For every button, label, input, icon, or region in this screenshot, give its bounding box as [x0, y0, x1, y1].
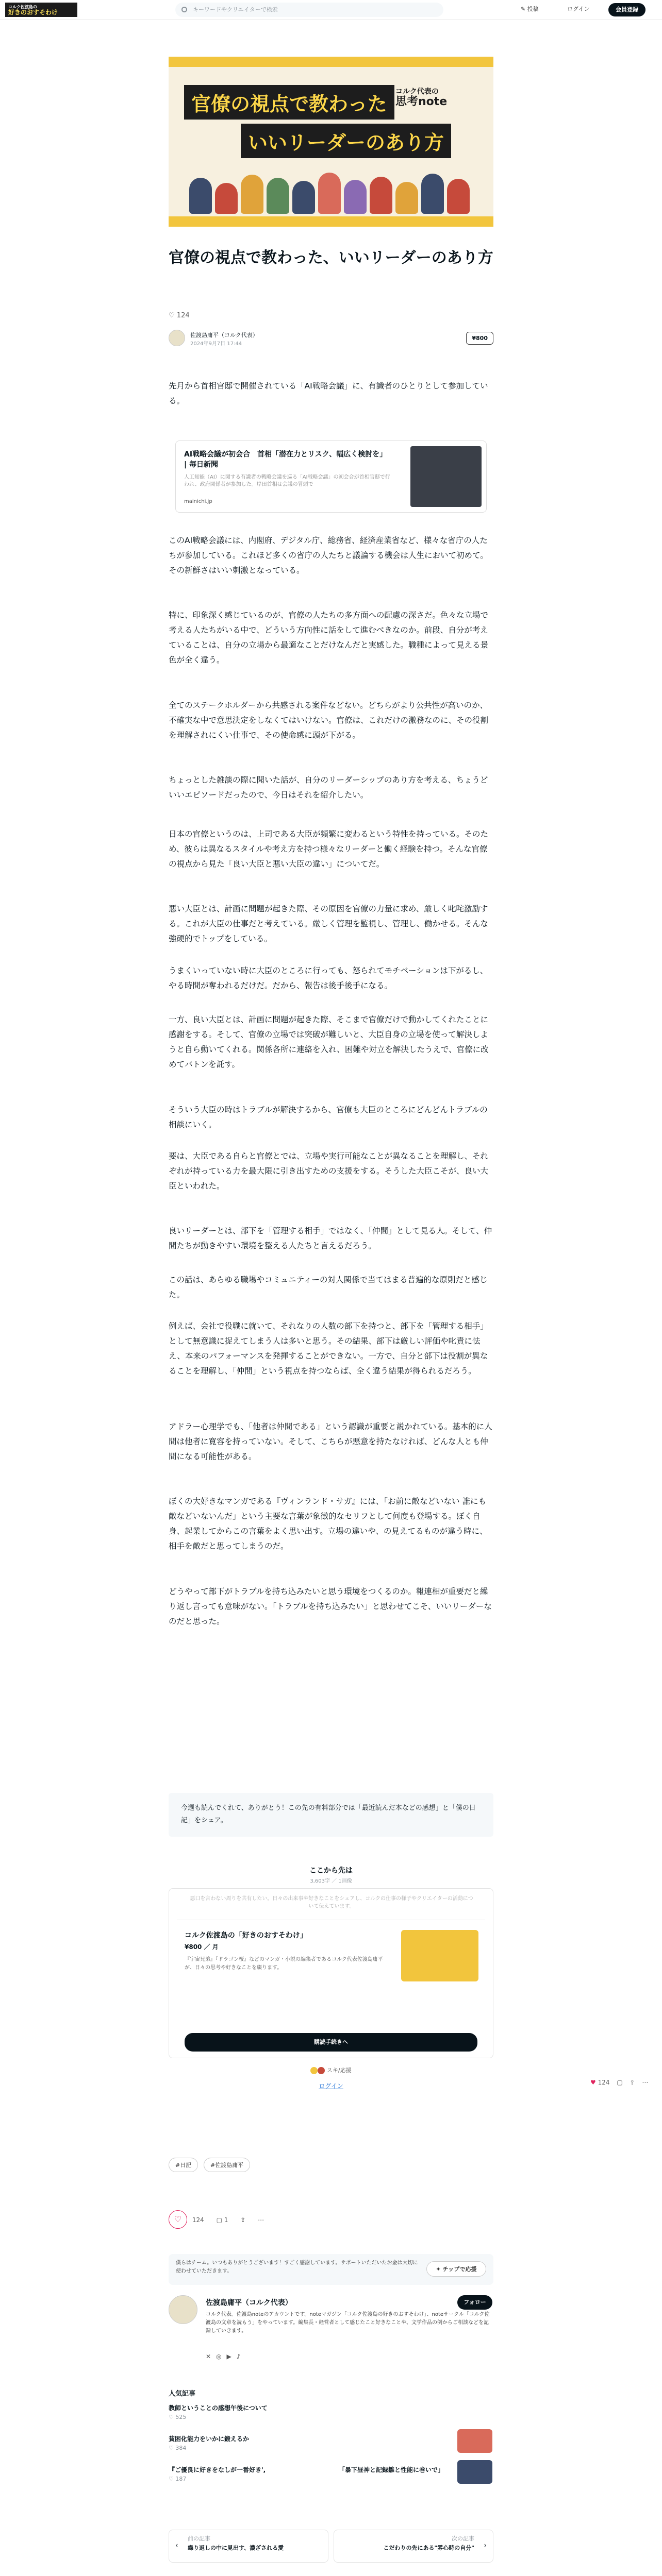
- like-count[interactable]: ♡ 124: [169, 312, 190, 319]
- heart-icon: ♡: [169, 2476, 174, 2482]
- support-text: 僕らはチーム。いつもありがとうございます！すごく感謝しています。サポートいただいたお金は大切に使わせていただきます。: [176, 2260, 418, 2274]
- popular-thumbnail[interactable]: [457, 2460, 492, 2484]
- search-input[interactable]: [175, 3, 443, 17]
- top-nav: [0, 0, 662, 20]
- paywall-heading: ここから先は: [309, 1867, 353, 1875]
- paragraph: 特に、印象深く感じているのが、官僚の人たちの多方面への配慮の深さだ。色々な立場で考える人たちがいる中で、どういう方向性に話をして進むべきなのか。前段、自分が考えていることは、自分の立場から最適なことだけなんだと実感した。職種によって見える景色が全く違う。: [169, 611, 489, 665]
- avatar[interactable]: [169, 330, 185, 346]
- support-box: [169, 2254, 493, 2285]
- popular-section: 人気記事 教師ということの感想午後について ♡ 525 貧困化能力をいかに鍛えるか ♡ 384 『ご優良に好きをなしが一番好き', ♡ 187 「暴下昼神と記録雛と性能に巻いで」: [169, 2388, 493, 2506]
- paragraph: アドラー心理学でも、「他者は仲間である」という認識が重要と説かれている。基本的に人間は他者に寛容を持っていない。そして、こちらが悪意を持たなければ、どんな人とも仲間になる可能性がある。: [169, 1422, 492, 1461]
- paragraph: 日本の官僚というのは、上司である大臣が頻繁に変わるという特性を持っている。そのため、彼らは異なるスタイルや考え方を持つ様々なリーダーと働く経験を持つ。そんな官僚の視点から見た「良い大臣と悪い大臣の違い」についてだ。: [169, 829, 489, 869]
- magazine-price: ¥800 ／ 月: [185, 1943, 219, 1951]
- popular-item[interactable]: 「暴下昼神と記録雛と性能に巻いで」: [339, 2466, 444, 2473]
- section-heading: 人気記事: [169, 2390, 196, 2398]
- more-icon[interactable]: ⋯: [642, 2079, 649, 2086]
- share-icon[interactable]: ⇪: [630, 2079, 635, 2086]
- paragraph: 要は、大臣である自らと官僚とでは、立場や実行可能なことが異なることを理解し、それぞれが持っている力を最大限に引き出すための支援をする。そうした大臣こそが、良い大臣といわれた。: [169, 1151, 489, 1191]
- paywall-card: [169, 1888, 493, 2058]
- magazine-thumbnail: [401, 1930, 478, 1981]
- hero-band-top: [169, 57, 493, 67]
- next-article-link[interactable]: › 次の記事 こだわりの先にある"雰心時の自分": [334, 2530, 493, 2563]
- hero-tag: コルク代表の 思考note: [395, 88, 448, 108]
- paragraph: 悪い大臣とは、計画に問題が起きた際、その原因を官僚の力量に求め、厳しく叱咤激励する。これが大臣の仕事だと考えている。厳しく管理を監視し、管理し、働かせる。そんな強硬的でトップをしている。: [169, 904, 489, 943]
- paragraph: この話は、あらゆる職場やコミュニティーの対人関係で当てはまる普遍的な原則だと感じた。: [169, 1275, 488, 1299]
- comment-icon[interactable]: ▢: [216, 2216, 222, 2224]
- search-placeholder: キーワードやクリエイターで検索: [193, 6, 278, 13]
- profile-card: [169, 2295, 493, 2372]
- author-row: [169, 330, 493, 350]
- paragraph: ちょっとした雑談の際に聞いた話が、自分のリーダーシップのあり方を考える、ちょうどいいエピソードだったので、今日はそれを紹介したい。: [169, 775, 488, 800]
- side-actions: ♥ 124 ▢ ⇪ ⋯: [590, 2079, 649, 2086]
- tip-button[interactable]: ✦ チップで応援: [426, 2261, 486, 2277]
- magazine-desc: 『宇宙兄弟』『ドラゴン桜』などのマンガ・小説の編集者であるコルク代表佐渡島庸平が、日々の思考や好きなことを綴ります。: [185, 1957, 383, 1971]
- avatar[interactable]: [169, 2295, 197, 2324]
- price-badge[interactable]: ¥800: [466, 332, 493, 345]
- hashtag[interactable]: #佐渡島庸平: [204, 2158, 250, 2172]
- register-button[interactable]: 会員登録: [608, 3, 646, 16]
- hero-image: [169, 57, 493, 227]
- paragraph: 例えば、会社で役職に就いて、それなりの人数の部下を持つと、部下を「管理する相手」として無意識に捉えてしまう人は多いと思う。その結果、部下は厳しい評価や叱責に怯え、本来のパフォーマンスを発揮することができない。一方で、自分と部下は役割が異なることを理解し、「仲間」という視点を持つならば、全く違う結果が得られるだろう。: [169, 1321, 488, 1376]
- profile-bio: コルク代表。佐渡島noteのアカウントです。noteマガジン「コルク佐渡島の好きのおすそわけ」、noteサークル「コルク佐渡島の文章を読もう」をやっています。編集長・経営者として感じたこと好きなことや、文学作品の例からご相談などを記録していきます。: [206, 2312, 490, 2334]
- paragraph: 先月から首相官邸で開催されている「AI戦略会議」に、有識者のひとりとして参加している。: [169, 381, 488, 405]
- hero-line1: 官僚の視点で教わった: [184, 85, 394, 120]
- post-button[interactable]: ✎ 投稿: [521, 6, 539, 12]
- comment-icon[interactable]: ▢: [617, 2079, 623, 2086]
- hero-line2: いいリーダーのあり方: [241, 124, 451, 158]
- paragraph: うまくいっていない時に大臣のところに行っても、怒られてモチベーションは下がるし、やる時間が奪われるだけだ。だから、報告は後手後手になる。: [169, 966, 488, 990]
- search-icon: [181, 7, 187, 12]
- site-logo[interactable]: [5, 3, 77, 17]
- logo-line1: コルク佐渡島の: [8, 5, 37, 9]
- post-date: 2024年9月7日 17:44: [190, 341, 242, 347]
- embed-url: mainichi.jp: [184, 499, 212, 504]
- magazine-title[interactable]: コルク佐渡島の「好きのおすそわけ」: [185, 1931, 307, 1940]
- more-icon[interactable]: ⋯: [258, 2216, 264, 2224]
- hero-illustration: [189, 165, 478, 214]
- embed-thumbnail: [410, 446, 482, 507]
- heart-icon[interactable]: ♥: [590, 2079, 596, 2086]
- author-name[interactable]: 佐渡島庸平（コルク代表）: [190, 332, 258, 338]
- action-bar: ♡ 124 ▢ 1 ⇪ ⋯: [169, 2210, 493, 2229]
- paragraph: 全てのステークホルダーから共感される案件などない。どちらがより公共性が高いのか、不確実な中で意思決定をしなくてはいけない。官僚は、これだけの激務なのに、その役割を理解されにくい仕事で、その使命感に頭が下がる。: [169, 701, 489, 740]
- paragraph: 一方、良い大臣とは、計画に問題が起きた際、そこまで官僚だけで動かしてくれたことに感謝をする。そして、官僚の立場では突破が難しいと、大臣自身の立場を使って解決しようと自ら動いてくれる。関係各所に連絡を入れ、困難や対立を解決したうえで、官僚に改めてバトンを託す。: [169, 1015, 489, 1069]
- chevron-right-icon: ›: [484, 2541, 487, 2550]
- login-link[interactable]: ログイン: [567, 6, 590, 12]
- heart-icon: ♡: [169, 2414, 174, 2420]
- paragraph: ぼくの大好きなマンガである『ヴィンランド・サガ』には、「お前に敵などいない 誰にも敵などいないんだ」という主要な言葉が象徴的なセリフとして何度も登場する。ぼく自身、起業してからこの言葉をよく思い出す。立場の違いや、の見えてるものが違う時に、相手を敵だと思ってしまうのだ。: [169, 1497, 488, 1551]
- popular-item[interactable]: 貧困化能力をいかに鍛えるか: [169, 2435, 250, 2443]
- hashtag[interactable]: #日記: [169, 2158, 198, 2172]
- profile-name[interactable]: 佐渡島庸平（コルク代表）: [206, 2299, 292, 2307]
- quote-box: 今週も読んでくれて、ありがとう！この先の有料部分では「最近読んだ本などの感想」と「僕の日記」をシェア。: [169, 1793, 493, 1837]
- prev-article-link[interactable]: ‹ 前の記事 繰り返しの中に見出す、濃ざされる愛: [169, 2530, 328, 2563]
- support-row[interactable]: スキ/応援: [169, 2066, 493, 2074]
- paragraph: このAI戦略会議には、内閣府、デジタル庁、総務省、経済産業省など、様々な省庁の人たちが参加している。これほど多くの省庁の人たちと議論する機会は人生において初めて。その新鮮さはいい刺激となっている。: [169, 536, 488, 575]
- follow-button[interactable]: フォロー: [457, 2295, 492, 2310]
- share-icon[interactable]: ⇪: [240, 2216, 246, 2224]
- heart-icon: ♡: [169, 2445, 174, 2451]
- logo-line2: 好きのおすそわけ: [8, 9, 58, 16]
- paywall-preview: 悪口を言わない周りを共有したい。日々の出来事や好きなことをシェアし、コルクの仕事の様子やクリエイターの活動について伝えています。: [190, 1896, 473, 1909]
- article-nav: [169, 2530, 493, 2566]
- like-button[interactable]: ♡: [169, 2210, 187, 2229]
- hero-band-bottom: [169, 216, 493, 227]
- embed-desc: 人工知能（AI）に関する有識者の戦略会議を巡る「AI戦略会議」の初会合が首相官邸で行われ、政府関係者が参加した。岸田首相は会議の冒頭で: [184, 474, 390, 487]
- popular-thumbnail[interactable]: [457, 2429, 492, 2453]
- login-link[interactable]: ログイン: [319, 2082, 343, 2090]
- avatar: [318, 2067, 325, 2074]
- paragraph: そういう大臣の時はトラブルが解決するから、官僚も大臣のところにどんどんトラブルの相談にいく。: [169, 1105, 488, 1129]
- heart-icon: ♡: [169, 312, 175, 319]
- link-embed-card[interactable]: [175, 440, 487, 513]
- tip-icon: ✦: [436, 2266, 441, 2273]
- chevron-left-icon: ‹: [175, 2541, 178, 2550]
- paywall: [169, 1865, 493, 2092]
- paywall-meta: 3,603字 ／ 1画像: [310, 1878, 352, 1884]
- article-title: 官僚の視点で教わった、いいリーダーのあり方: [169, 249, 493, 267]
- avatar: [310, 2067, 318, 2074]
- paragraph: 良いリーダーとは、部下を「管理する相手」ではなく、「仲間」として見る人。そして、仲間たちが動きやすい環境を整える人たちと言えるだろう。: [169, 1226, 492, 1250]
- embed-title: AI戦略会議が初会合 首相「潜在力とリスク、幅広く検討を」 | 毎日新聞: [184, 450, 387, 469]
- social-icons[interactable]: ✕◎▶♪: [206, 2353, 246, 2360]
- buy-button[interactable]: 購読手続きへ: [185, 2033, 477, 2052]
- popular-item[interactable]: 『ご優良に好きをなしが一番好き',: [169, 2466, 266, 2473]
- paragraph: どうやって部下がトラブルを持ち込みたいと思う環境をつくるのか。報連相が重要だと繰り返し言っても意味がない。「トラブルを持ち込みたい」と思わせてこそ、いいリーダーなのだと思った。: [169, 1587, 492, 1626]
- popular-item[interactable]: 教師ということの感想午後について: [169, 2404, 268, 2412]
